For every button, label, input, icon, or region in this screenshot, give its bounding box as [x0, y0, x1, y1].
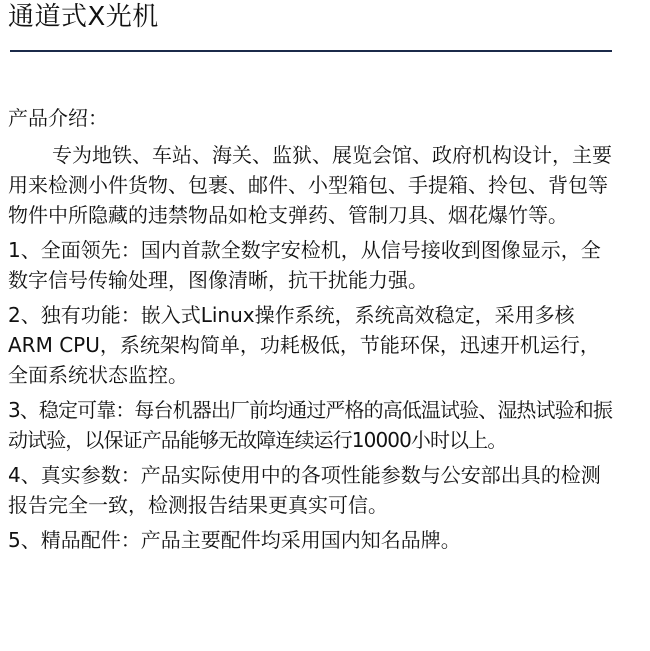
feature-item-3: 3、稳定可靠：每台机器出厂前均通过严格的高低温试验、湿热试验和振动试验，以保证产品能够无故障连续运行10000小时以上。	[8, 398, 612, 452]
feature-item-2: 2、独有功能：嵌入式Linux操作系统，系统高效稳定，采用多核ARM CPU，系统架构简单，功耗极低，节能环保，迅速开机运行，全面系统状态监控。	[8, 303, 600, 387]
page-title: 通道式X光机	[8, 2, 159, 32]
product-description	[8, 103, 618, 555]
feature-item-4: 4、真实参数：产品实际使用中的各项性能参数与公安部出具的检测报告完全一致，检测报告结果更真实可信。	[8, 463, 601, 517]
feature-item-5: 5、精品配件：产品主要配件均采用国内知名品牌。	[8, 528, 461, 552]
intro-label: 产品介绍：	[8, 106, 108, 130]
intro-paragraph: 专为地铁、车站、海关、监狱、展览会馆、政府机构设计，主要用来检测小件货物、包裹、邮件、小型箱包、手提箱、拎包、背包等物件中所隐藏的违禁物品如枪支弹药、管制刀具、烟花爆竹等。	[8, 143, 612, 227]
feature-item-1: 1、全面领先：国内首款全数字安检机，从信号接收到图像显示，全数字信号传输处理，图像清晰，抗干扰能力强。	[8, 238, 601, 292]
title-divider	[10, 50, 612, 52]
